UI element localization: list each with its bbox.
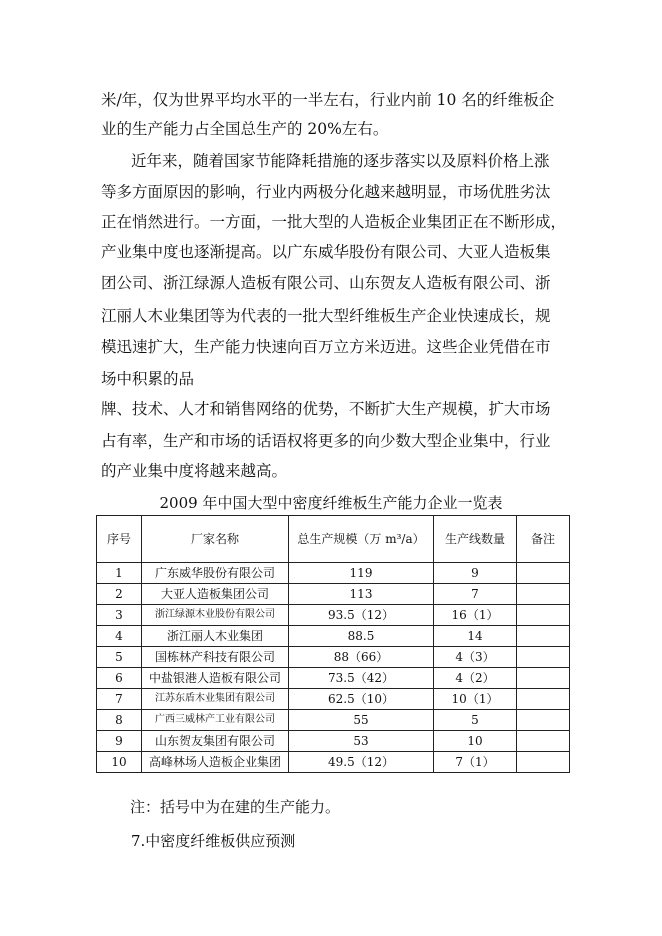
cell-name: 浙江绿源木业股份有限公司 <box>142 605 289 626</box>
cell-lines: 4（2） <box>434 668 517 689</box>
cell-capacity: 55 <box>289 710 434 731</box>
cell-lines: 10（1） <box>434 689 517 710</box>
cell-index: 7 <box>97 689 142 710</box>
cell-capacity: 119 <box>289 563 434 584</box>
cell-capacity: 93.5（12） <box>289 605 434 626</box>
cell-capacity: 73.5（42） <box>289 668 434 689</box>
paragraph-line: 团公司、浙江绿源人造板有限公司、山东贺友人造板有限公司、浙 <box>101 274 551 292</box>
table-header-row <box>97 516 570 563</box>
cell-index: 10 <box>97 752 142 773</box>
header-lines: 生产线数量 <box>434 516 517 563</box>
cell-index: 3 <box>97 605 142 626</box>
cell-remark <box>517 710 570 731</box>
table-row <box>97 710 570 731</box>
cell-capacity: 88（66） <box>289 647 434 668</box>
table-note: 注：括号中为在建的生产能力。 <box>130 798 341 816</box>
cell-lines: 16（1） <box>434 605 517 626</box>
header-remark: 备注 <box>517 516 570 563</box>
paragraph-line: 等多方面原因的影响，行业内两极分化越来越明显，市场优胜劣汰 <box>101 183 551 201</box>
paragraph-line: 的产业集中度将越来越高。 <box>101 462 288 480</box>
cell-index: 5 <box>97 647 142 668</box>
cell-remark <box>517 605 570 626</box>
paragraph-line: 场中积累的品 <box>101 370 195 388</box>
cell-lines: 4（3） <box>434 647 517 668</box>
cell-index: 1 <box>97 563 142 584</box>
table-row <box>97 752 570 773</box>
paragraph-line: 产业集中度也逐渐提高。以广东威华股份有限公司、大亚人造板集 <box>101 243 551 261</box>
paragraph-line: 牌、技术、人才和销售网络的优势，不断扩大生产规模，扩大市场 <box>101 400 551 418</box>
table-row <box>97 584 570 605</box>
paragraph-line: 模迅速扩大，生产能力快速向百万立方米迈进。这些企业凭借在市 <box>101 338 551 356</box>
table-row <box>97 668 570 689</box>
cell-remark <box>517 647 570 668</box>
table-row <box>97 605 570 626</box>
cell-name: 山东贺友集团有限公司 <box>142 731 289 752</box>
cell-remark <box>517 668 570 689</box>
cell-name: 广西三威林产工业有限公司 <box>142 710 289 731</box>
cell-index: 8 <box>97 710 142 731</box>
cell-capacity: 88.5 <box>289 626 434 647</box>
cell-remark <box>517 584 570 605</box>
table-row <box>97 563 570 584</box>
table-row <box>97 647 570 668</box>
cell-remark <box>517 689 570 710</box>
paragraph-line: 江丽人木业集团等为代表的一批大型纤维板生产企业快速成长，规 <box>101 307 551 325</box>
cell-name: 浙江丽人木业集团 <box>142 626 289 647</box>
cell-lines: 14 <box>434 626 517 647</box>
capacity-table <box>96 515 570 773</box>
cell-lines: 10 <box>434 731 517 752</box>
cell-remark <box>517 563 570 584</box>
header-capacity: 总生产规模（万 m³/a） <box>289 516 434 563</box>
cell-capacity: 62.5（10） <box>289 689 434 710</box>
cell-name: 高峰林场人造板企业集团 <box>142 752 289 773</box>
cell-capacity: 53 <box>289 731 434 752</box>
cell-remark <box>517 626 570 647</box>
cell-index: 6 <box>97 668 142 689</box>
table-title: 2009 年中国大型中密度纤维板生产能力企业一览表 <box>159 494 503 512</box>
cell-name: 中盐银港人造板有限公司 <box>142 668 289 689</box>
cell-name: 广东威华股份有限公司 <box>142 563 289 584</box>
cell-remark <box>517 752 570 773</box>
cell-lines: 5 <box>434 710 517 731</box>
paragraph-line: 业的生产能力占全国总生产的 20%左右。 <box>101 120 389 138</box>
table-row <box>97 731 570 752</box>
paragraph-line: 近年来，随着国家节能降耗措施的逐步落实以及原料价格上涨 <box>131 152 550 170</box>
cell-name: 江苏东盾木业集团有限公司 <box>142 689 289 710</box>
cell-remark <box>517 731 570 752</box>
table-row <box>97 626 570 647</box>
header-index: 序号 <box>97 516 142 563</box>
table-row <box>97 689 570 710</box>
cell-lines: 7（1） <box>434 752 517 773</box>
cell-index: 9 <box>97 731 142 752</box>
cell-index: 4 <box>97 626 142 647</box>
cell-capacity: 49.5（12） <box>289 752 434 773</box>
cell-lines: 7 <box>434 584 517 605</box>
cell-name: 国栋林产科技有限公司 <box>142 647 289 668</box>
cell-lines: 9 <box>434 563 517 584</box>
paragraph-line: 米/年，仅为世界平均水平的一半左右，行业内前 10 名的纤维板企 <box>101 91 555 109</box>
paragraph-line: 占有率，生产和市场的话语权将更多的向少数大型企业集中，行业 <box>101 432 551 450</box>
section-heading: 7.中密度纤维板供应预测 <box>131 832 296 850</box>
cell-index: 2 <box>97 584 142 605</box>
paragraph-line: 正在悄然进行。一方面，一批大型的人造板企业集团正在不断形成， <box>101 213 567 231</box>
header-name: 厂家名称 <box>142 516 289 563</box>
cell-capacity: 113 <box>289 584 434 605</box>
cell-name: 大亚人造板集团公司 <box>142 584 289 605</box>
